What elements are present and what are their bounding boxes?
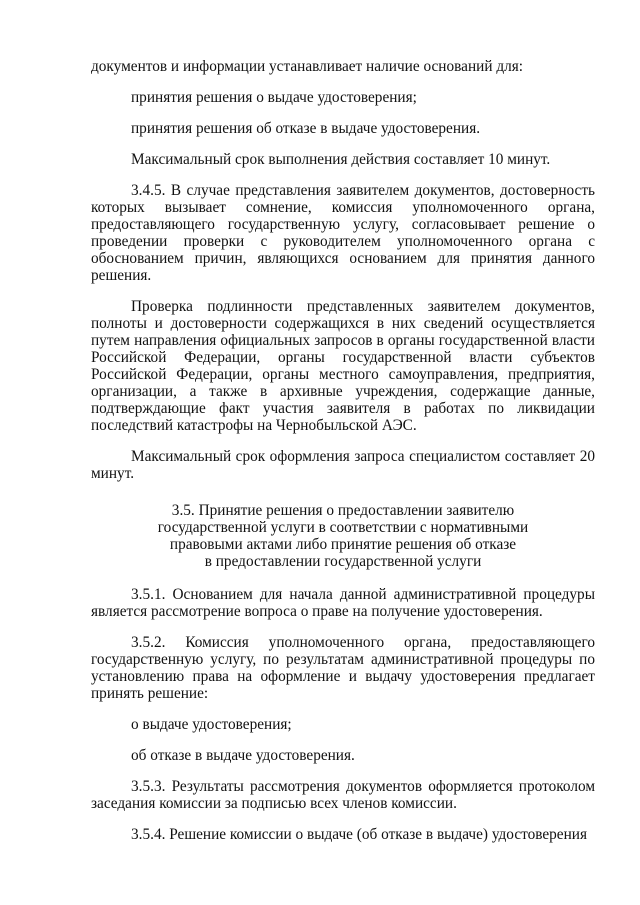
section-heading [91,502,595,570]
paragraph: 3.5.1. Основанием для начала данной административной процедуры является рассмотрение вопроса о праве на получение удостоверения. [91,586,595,620]
section-heading-line: правовыми актами либо принятие решения об отказе [169,536,517,553]
paragraph: 3.5.3. Результаты рассмотрения документов оформляется протоколом заседания комиссии за подписью всех членов комиссии. [91,778,595,812]
paragraph: об отказе в выдаче удостоверения. [131,747,355,764]
paragraph: Максимальный срок выполнения действия составляет 10 минут. [131,151,551,168]
paragraph: о выдаче удостоверения; [131,716,292,733]
paragraph: 3.4.5. В случае представления заявителем документов, достоверность которых вызывает сомнение, комиссия уполномоченного органа, предоставляющего государственную услугу, согласовывает решение о проведении проверки с руководителем уполномоченного органа с обоснованием причин, являющихся основанием для принятия данного решения. [91,182,595,284]
paragraph: 3.5.2. Комиссия уполномоченного органа, предоставляющего государственную услугу, по результатам административной процедуры по установлению права на оформление и выдачу удостоверения предлагает принять решение: [91,634,595,702]
paragraph: принятия решения об отказе в выдаче удостоверения. [131,120,481,137]
section-heading-line: 3.5. Принятие решения о предоставлении заявителю [171,502,515,519]
section-heading-line: в предоставлении государственной услуги [204,553,482,570]
paragraph: принятия решения о выдаче удостоверения; [131,89,417,106]
document-page [91,58,595,857]
paragraph: 3.5.4. Решение комиссии о выдаче (об отказе в выдаче) удостоверения [131,826,588,843]
paragraph: документов и информации устанавливает наличие оснований для: [91,58,524,75]
paragraph: Проверка подлинности представленных заявителем документов, полноты и достоверности содержащихся в них сведений осуществляется путем направления официальных запросов в органы государственной власти Российской Федерации, органы государственной власти субъектов Российской Федерации, органы местного самоуправления, предприятия, организации, а также в архивные учреждения, содержащие данные, подтверждающие факт участия заявителя в работах по ликвидации последствий катастрофы на Чернобыльской АЭС. [91,298,595,434]
section-heading-line: государственной услуги в соответствии с нормативными [157,519,529,536]
paragraph: Максимальный срок оформления запроса специалистом составляет 20 минут. [91,448,595,482]
